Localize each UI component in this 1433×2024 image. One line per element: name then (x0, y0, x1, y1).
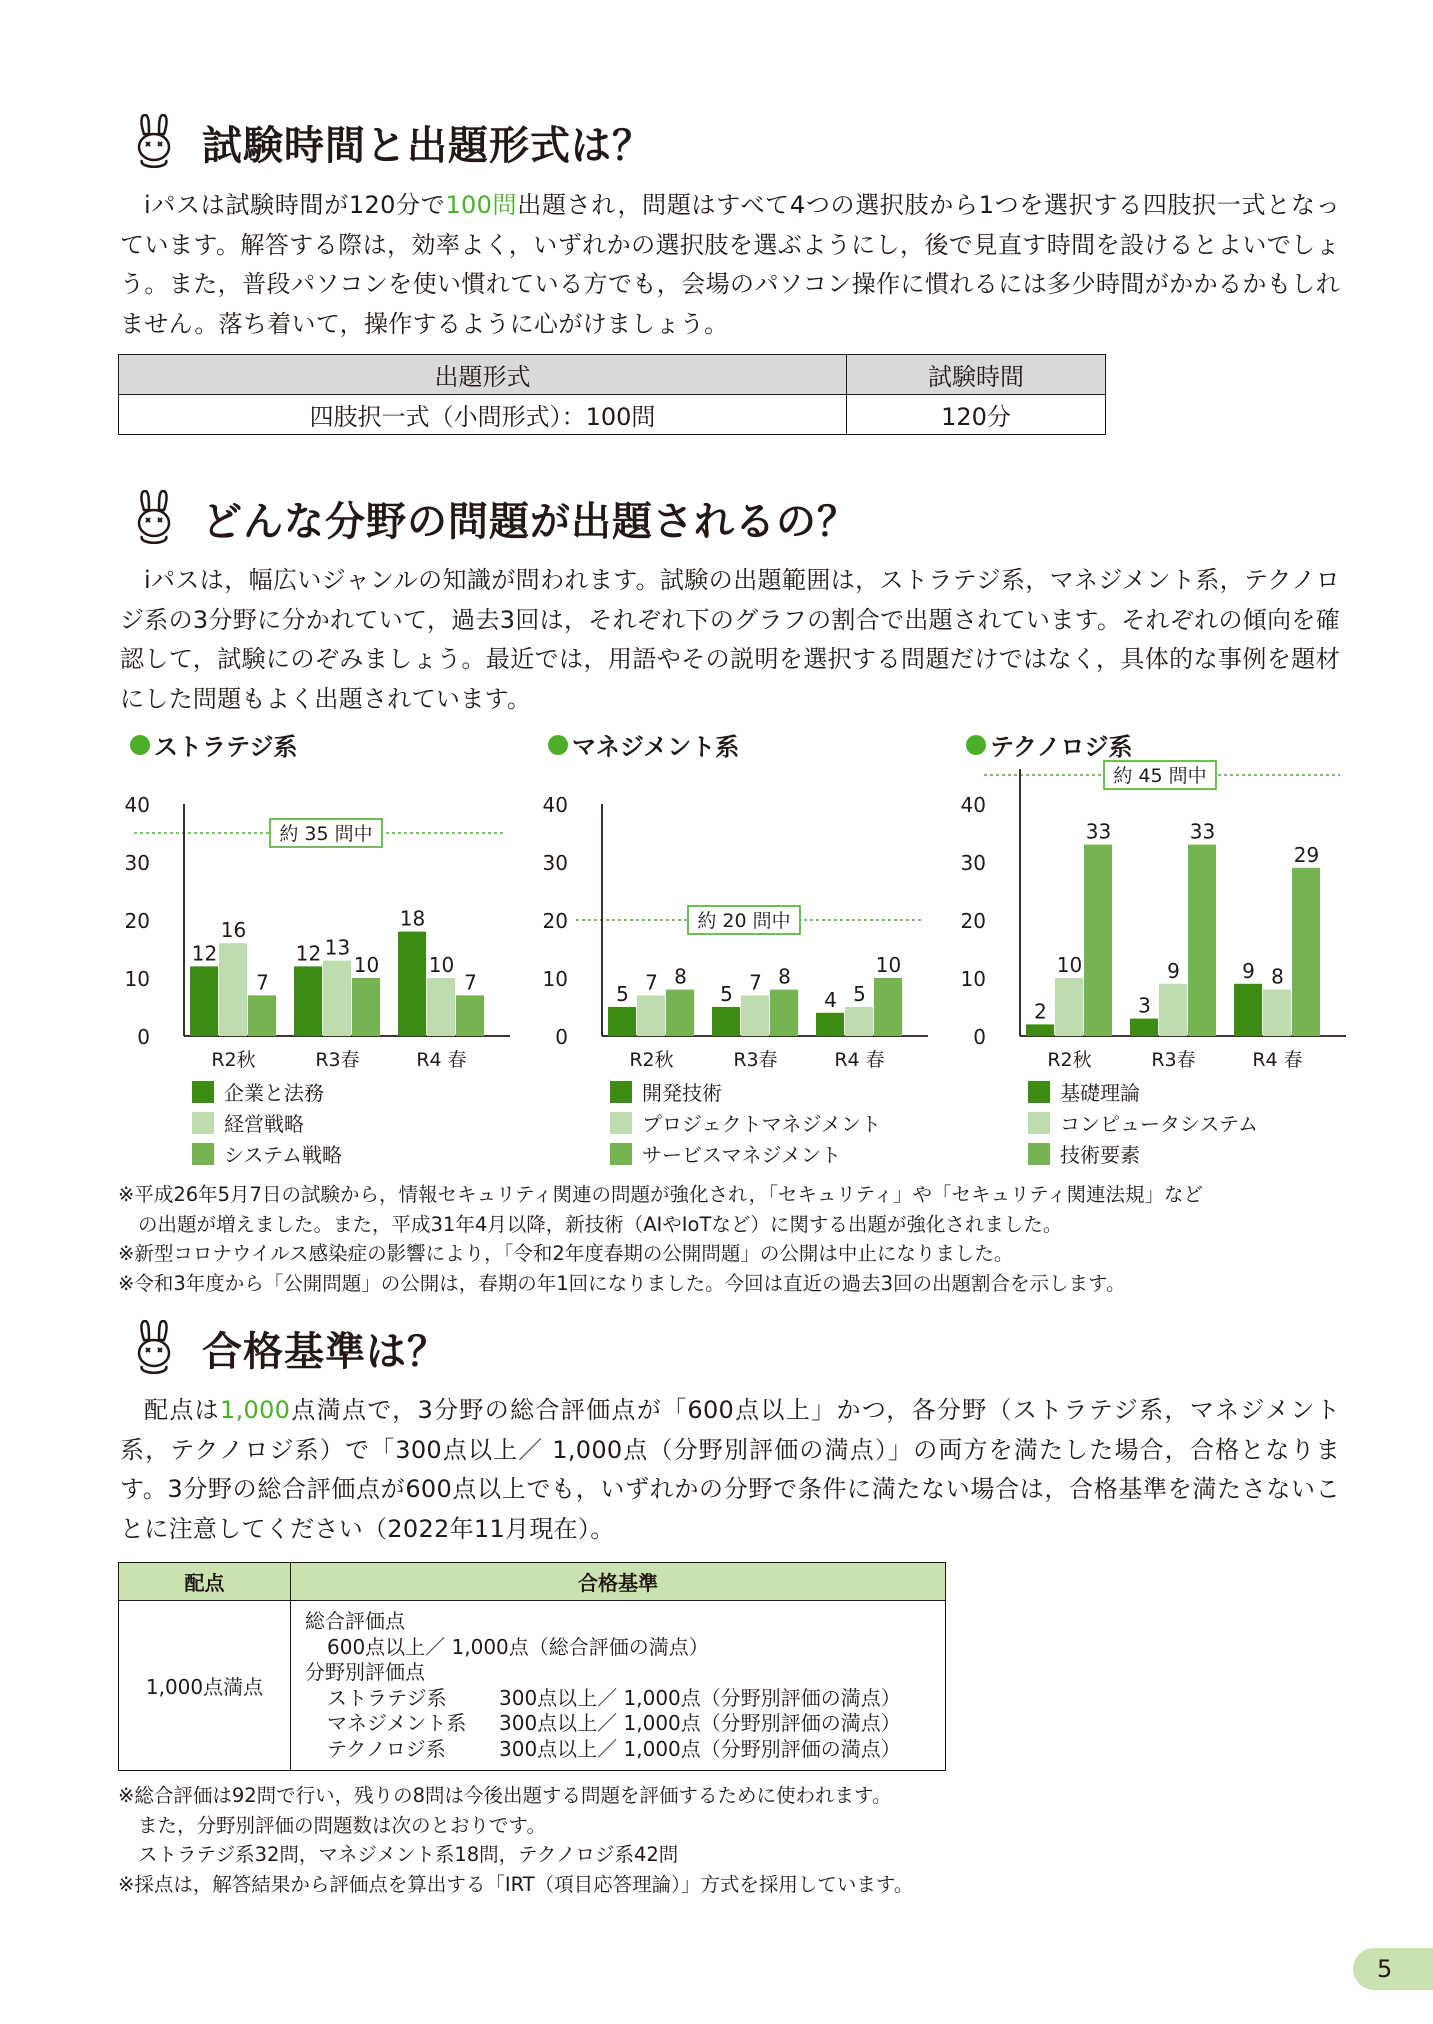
criteria-value: 600点以上／ 1,000点（総合評価の満点） (327, 1634, 709, 1659)
section-heading: 試験時間と出題形式は？ (202, 122, 653, 169)
table-header: 出題形式 (119, 355, 847, 395)
fields-intro-paragraph: iパスは，幅広いジャンルの知識が問われます。試験の出題範囲は，ストラテジ系，マネジメント系，テクノロジ系の3分野に分かれていて，過去3回は，それぞれ下のグラフの割合で出題されています。それぞれの傾向を確認して，試験にのぞみましょう。最近では，用語やその説明を選択する問題だけではなく，具体的な事例を題材にした問題もよく出題されています。 (120, 566, 1340, 713)
highlight-1000-points: 1,000 (220, 1396, 291, 1424)
intro-text: 出題され，問題はすべて4つの選択肢から1つを選択する四肢択一式となっています。解答する際は，効率よく，いずれかの選択肢を選ぶようにし，後で見直す時間を設けるとよいでしょう。また，普段パソコンを使い慣れている方でも，会場のパソコン操作に慣れるには多少時間がかかるかもしれません。落ち着いて，操作するように心がけましょう。 (120, 191, 1341, 338)
x-tick-label: R4 春 (416, 1049, 467, 1071)
legend-strategy (192, 1076, 342, 1169)
exam-intro-paragraph (120, 186, 1340, 344)
data-label: 16 (220, 918, 247, 943)
note-line: ※採点は，解答結果から評価点を算出する「IRT（項目応答理論）」方式を採用しています。 (118, 1872, 914, 1896)
section-title-fields (132, 488, 858, 548)
section-heading: どんな分野の問題が出題されるの？ (202, 498, 858, 545)
y-tick-label: 40 (542, 793, 568, 817)
data-label: 12 (295, 941, 322, 966)
legend-item: サービスマネジメント (610, 1138, 881, 1169)
data-label: 3 (1138, 993, 1151, 1018)
legend-swatch (1028, 1143, 1050, 1165)
bar (398, 932, 426, 1036)
legend-technology (1028, 1076, 1258, 1169)
legend-item: コンピュータシステム (1028, 1107, 1258, 1138)
note-line: ※令和3年度から「公開問題」の公開は，春期の年1回になりました。今回は直近の過去3回の出題割合を示します。 (118, 1271, 1126, 1295)
pass-intro-paragraph (120, 1391, 1340, 1549)
note-line: ※平成26年5月7日の試験から，情報セキュリティ関連の問題が強化され，「セキュリティ」や「セキュリティ関連法規」など (118, 1183, 1204, 1206)
x-tick-label: R4 春 (834, 1049, 885, 1071)
y-tick-label: 20 (960, 909, 986, 933)
legend-swatch (610, 1081, 632, 1103)
legend-swatch (192, 1081, 214, 1103)
y-tick-label: 40 (960, 793, 986, 817)
data-label: 7 (749, 970, 762, 995)
green-dot-icon (548, 735, 568, 755)
data-label: 33 (1189, 819, 1216, 844)
chart-title-management: マネジメント系 (548, 727, 739, 762)
legend-item: 企業と法務 (192, 1076, 342, 1107)
bar (741, 995, 769, 1036)
intro-text: 配点は (144, 1396, 221, 1424)
criteria-field-row: マネジメント系 300点以上／ 1,000点（分野別評価の満点） (327, 1711, 901, 1735)
reference-label: 約 20 問中 (697, 910, 791, 932)
bar (637, 995, 665, 1036)
table-cell-score: 1,000点満点 (119, 1601, 291, 1771)
y-tick-label: 20 (542, 909, 568, 933)
data-label: 10 (353, 953, 380, 977)
legend-item: 技術要素 (1028, 1138, 1258, 1169)
legend-swatch (1028, 1112, 1050, 1134)
legend-swatch (192, 1143, 214, 1165)
bar (770, 990, 798, 1036)
criteria-field-row: テクノロジ系 300点以上／ 1,000点（分野別評価の満点） (327, 1736, 901, 1761)
pass-criteria-table (118, 1562, 946, 1771)
intro-text: 点満点で，3分野の総合評価点が「600点以上」かつ，各分野（ストラテジ系，マネジメント系，テクノロジ系）で「300点以上／ 1,000点（分野別評価の満点）」の両方を満たした場合，合格となります。3分野の総合評価点が600点以上でも，いずれかの分野で条件に満たない場合は，合格基準を満たさないことに注意してください（2022年11月現在）。 (120, 1396, 1340, 1543)
data-label: 33 (1085, 819, 1112, 844)
section-heading: 合格基準は？ (202, 1328, 448, 1375)
chart-title-technology: テクノロジ系 (966, 727, 1133, 762)
data-label: 5 (853, 982, 866, 1006)
reference-label: 約 45 問中 (1113, 765, 1207, 787)
bar (352, 978, 380, 1036)
criteria-label: 分野別評価点 (305, 1660, 425, 1684)
bar (1026, 1024, 1054, 1036)
note-line: の出題が増えました。また，平成31年4月以降，新技術（AIやIoTなど）に関する出題が強化されました。 (138, 1212, 1063, 1236)
data-label: 7 (256, 970, 269, 995)
legend-item: 基礎理論 (1028, 1076, 1258, 1107)
note-line: ※新型コロナウイルス感染症の影響により，「令和2年度春期の公開問題」の公開は中止になりました。 (118, 1242, 1014, 1265)
exam-format-table (118, 354, 1106, 435)
table-cell-criteria (291, 1601, 946, 1771)
bar (1055, 978, 1083, 1036)
x-tick-label: R3春 (1151, 1049, 1196, 1071)
legend-item: 経営戦略 (192, 1107, 342, 1138)
criteria-field-row: ストラテジ系 300点以上／ 1,000点（分野別評価の満点） (327, 1685, 901, 1710)
y-tick-label: 30 (542, 851, 568, 875)
bar (845, 1007, 873, 1036)
bar (219, 943, 247, 1036)
bar (712, 1007, 740, 1036)
y-tick-label: 40 (124, 793, 150, 817)
section-title-pass (132, 1318, 448, 1378)
section-title-exam (132, 112, 653, 172)
data-label: 13 (324, 935, 351, 960)
green-dot-icon (130, 735, 150, 755)
bar (816, 1013, 844, 1036)
y-tick-label: 0 (973, 1025, 986, 1049)
bar (190, 966, 218, 1036)
y-tick-label: 10 (960, 967, 986, 991)
bar (1130, 1019, 1158, 1036)
bar (1292, 868, 1320, 1036)
legend-swatch (610, 1143, 632, 1165)
data-label: 8 (778, 964, 791, 989)
data-label: 7 (464, 970, 477, 995)
chart-strategy (118, 760, 518, 1070)
data-label: 7 (645, 970, 658, 995)
criteria-label: 総合評価点 (305, 1609, 405, 1633)
legend-item: プロジェクトマネジメント (610, 1107, 881, 1138)
x-tick-label: R4 春 (1252, 1049, 1303, 1071)
green-dot-icon (966, 735, 986, 755)
bar (323, 961, 351, 1036)
note-line: また，分野別評価の問題数は次のとおりです。 (138, 1813, 546, 1837)
chart-title-strategy: ストラテジ系 (130, 727, 298, 762)
y-tick-label: 20 (124, 909, 150, 933)
bar (1159, 984, 1187, 1036)
note-line: ※総合評価は92問で行い，残りの8問は今後出題する問題を評価するために使われます。 (118, 1784, 892, 1807)
table-header: 試験時間 (847, 355, 1106, 395)
legend-swatch (610, 1112, 632, 1134)
data-label: 2 (1034, 999, 1047, 1024)
data-label: 8 (1271, 964, 1284, 989)
legend-swatch (1028, 1081, 1050, 1103)
y-tick-label: 30 (124, 851, 150, 875)
x-tick-label: R2秋 (211, 1049, 256, 1071)
bar (1234, 984, 1262, 1036)
intro-text: iパスは試験時間が120分で (144, 191, 446, 219)
page-number: 5 (1353, 1948, 1433, 1990)
bar (1084, 845, 1112, 1036)
table-header: 合格基準 (291, 1563, 946, 1601)
bar (608, 1007, 636, 1036)
table-cell: 四肢択一式（小問形式）：100問 (119, 395, 847, 435)
legend-swatch (192, 1112, 214, 1134)
data-label: 18 (399, 906, 426, 931)
table-cell: 120分 (847, 395, 1106, 435)
data-label: 10 (1056, 953, 1083, 977)
x-tick-label: R2秋 (629, 1049, 674, 1071)
bar (427, 978, 455, 1036)
rabbit-icon (132, 114, 176, 170)
y-tick-label: 10 (542, 967, 568, 991)
data-label: 4 (824, 987, 837, 1012)
data-label: 9 (1167, 958, 1180, 983)
bar (1188, 845, 1216, 1036)
rabbit-icon (132, 490, 176, 546)
chart-notes (118, 1180, 1348, 1298)
legend-item: システム戦略 (192, 1138, 342, 1169)
data-label: 5 (720, 982, 733, 1006)
highlight-100-questions: 100問 (445, 191, 518, 219)
x-tick-label: R3春 (733, 1049, 778, 1071)
chart-technology (954, 760, 1354, 1070)
data-label: 29 (1293, 842, 1320, 867)
data-label: 9 (1242, 958, 1255, 983)
bar (1263, 990, 1291, 1036)
data-label: 10 (428, 953, 455, 977)
table-header: 配点 (119, 1563, 291, 1601)
legend-item: 開発技術 (610, 1076, 881, 1107)
bar (294, 966, 322, 1036)
data-label: 8 (674, 964, 687, 989)
data-label: 10 (875, 953, 902, 977)
legend-management (610, 1076, 881, 1169)
rabbit-icon (132, 1320, 176, 1376)
bar (456, 995, 484, 1036)
chart-management (536, 760, 936, 1070)
y-tick-label: 0 (137, 1025, 150, 1049)
y-tick-label: 30 (960, 851, 986, 875)
bar (666, 990, 694, 1036)
data-label: 12 (191, 941, 218, 966)
note-line: ストラテジ系32問，マネジメント系18問，テクノロジ系42問 (138, 1843, 679, 1866)
reference-label: 約 35 問中 (279, 823, 373, 845)
y-tick-label: 0 (555, 1025, 568, 1049)
y-tick-label: 10 (124, 967, 150, 991)
x-tick-label: R3春 (315, 1049, 360, 1071)
bar (874, 978, 902, 1036)
x-tick-label: R2秋 (1047, 1049, 1092, 1071)
data-label: 5 (616, 982, 629, 1006)
pass-notes (118, 1781, 1348, 1899)
bar (248, 995, 276, 1036)
